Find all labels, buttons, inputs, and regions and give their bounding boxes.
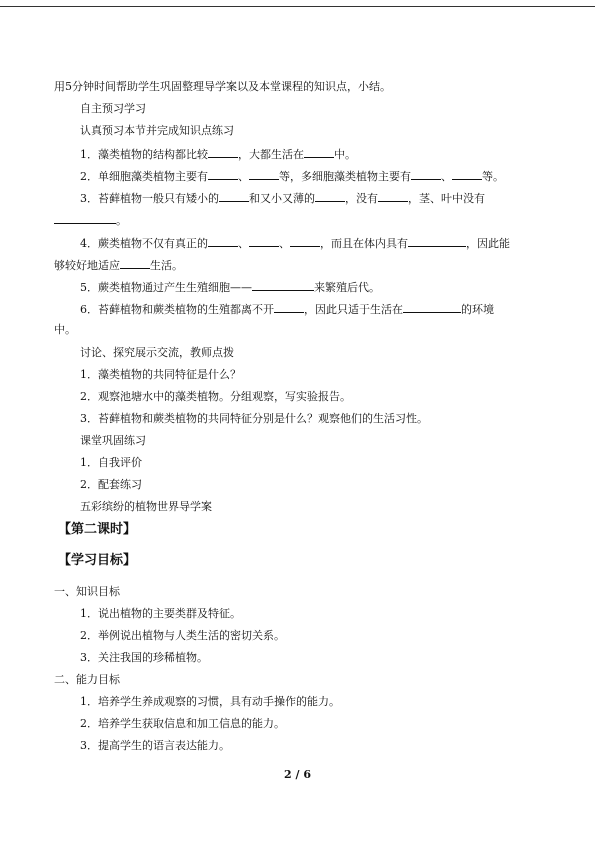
question-1: 1．藻类植物的结构都比较 ，大都生活在 中。	[80, 148, 356, 161]
practice-heading: 课堂巩固练习	[80, 434, 146, 447]
answer-blank[interactable]	[219, 190, 249, 202]
question-3: 3．苔藓植物一般只有矮小的 和又小又薄的 ，没有 ，茎、叶中没有	[80, 192, 485, 205]
ability-heading: 二、能力目标	[54, 673, 120, 686]
next-title: 五彩缤纷的植物世界导学案	[80, 500, 212, 513]
answer-blank[interactable]	[411, 168, 441, 180]
knowledge-heading: 一、知识目标	[54, 585, 120, 598]
lesson-2-heading: 【第二课时】	[58, 522, 137, 537]
answer-blank[interactable]	[252, 279, 314, 291]
knowledge-item: 2．举例说出植物与人类生活的密切关系。	[80, 629, 285, 642]
practice-item: 1．自我评价	[80, 456, 142, 469]
answer-blank[interactable]	[208, 235, 238, 247]
question-6: 6．苔藓植物和蕨类植物的生殖都离不开 ，因此只适于生活在 的环境	[80, 303, 494, 316]
question-3-continued: 。	[54, 212, 127, 228]
question-2: 2．单细胞藻类植物主要有 、 等，多细胞藻类植物主要有 、 等。	[80, 170, 504, 183]
intro-text: 用5分钟时间帮助学生巩固整理导学案以及本堂课程的知识点，小结。	[54, 80, 391, 93]
question-6-continued: 中。	[54, 323, 76, 336]
answer-blank[interactable]	[54, 212, 116, 224]
answer-blank[interactable]	[304, 146, 334, 158]
answer-blank[interactable]	[208, 146, 238, 158]
page-number: 2 / 6	[284, 768, 311, 781]
preview-heading: 自主预习学习	[80, 102, 146, 115]
answer-blank[interactable]	[249, 168, 279, 180]
discuss-heading: 讨论、探究展示交流，教师点拨	[80, 346, 234, 359]
discuss-item: 3．苔藓植物和蕨类植物的共同特征分别是什么？观察他们的生活习性。	[80, 412, 428, 425]
discuss-item: 1．藻类植物的共同特征是什么？	[80, 368, 241, 381]
ability-item: 1．培养学生养成观察的习惯，具有动手操作的能力。	[80, 695, 340, 708]
answer-blank[interactable]	[378, 190, 408, 202]
goals-heading: 【学习目标】	[58, 553, 137, 568]
question-5: 5．蕨类植物通过产生生殖细胞—— 来繁殖后代。	[80, 281, 380, 294]
ability-item: 2．培养学生获取信息和加工信息的能力。	[80, 717, 285, 730]
discuss-item: 2．观察池塘水中的藻类植物。分组观察，写实验报告。	[80, 390, 351, 403]
preview-instruction: 认真预习本节并完成知识点练习	[80, 124, 234, 137]
practice-item: 2．配套练习	[80, 478, 142, 491]
knowledge-item: 3．关注我国的珍稀植物。	[80, 651, 208, 664]
answer-blank[interactable]	[120, 257, 150, 269]
answer-blank[interactable]	[403, 301, 461, 313]
knowledge-item: 1．说出植物的主要类群及特征。	[80, 607, 241, 620]
answer-blank[interactable]	[208, 168, 238, 180]
ability-item: 3．提高学生的语言表达能力。	[80, 739, 230, 752]
answer-blank[interactable]	[408, 235, 466, 247]
question-4: 4．蕨类植物不仅有真正的 、 、 ，而且在体内具有 ，因此能	[80, 237, 510, 250]
answer-blank[interactable]	[290, 235, 320, 247]
answer-blank[interactable]	[452, 168, 482, 180]
question-4-continued: 够较好地适应 生活。	[54, 259, 183, 272]
answer-blank[interactable]	[249, 235, 279, 247]
answer-blank[interactable]	[274, 301, 304, 313]
answer-blank[interactable]	[315, 190, 345, 202]
